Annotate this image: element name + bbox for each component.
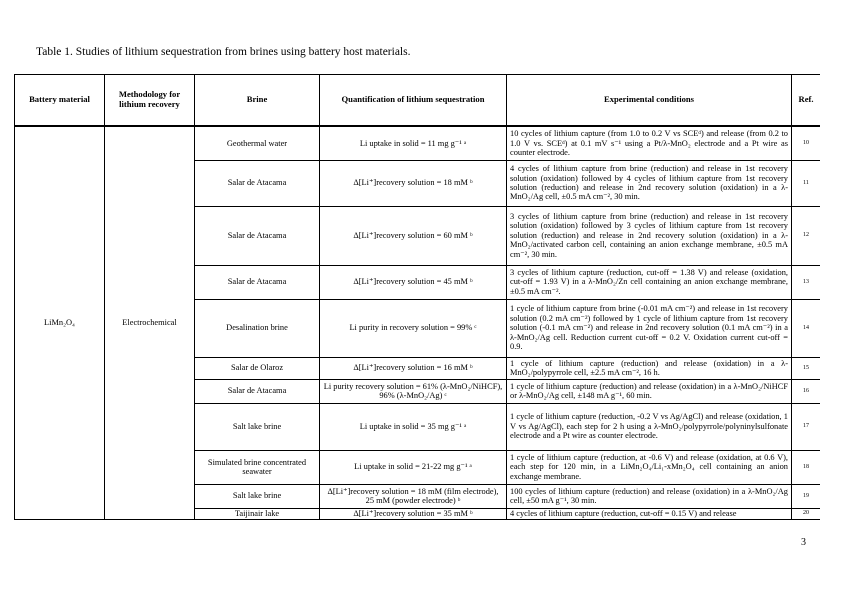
cell-experimental-conditions: 1 cycle of lithium capture (reduction) and release (oxidation) in a λ-MnO₂/polypyrrole cell, ±2.5 mA cm⁻², 16 h. [507,357,792,379]
cell-quantification: Δ[Li⁺]recovery solution = 18 mM (film electrode), 25 mM (powder electrode) ᵇ [320,484,507,508]
lithium-studies-table [14,74,820,520]
cell-ref: 11 [792,160,821,206]
cell-quantification: Li uptake in solid = 35 mg g⁻¹ ᵃ [320,403,507,450]
cell-brine: Salar de Atacama [195,160,320,206]
cell-ref: 14 [792,299,821,357]
cell-experimental-conditions: 3 cycles of lithium capture from brine (reduction) and release in 1st recovery solution (oxidation) followed by 3 cycles of lithium capture from 1st recovery solution (reduction) and release in 2nd recovery solution (oxidation) in a λ-MnO₂/activated carbon cell, containing an anion exchange membrane, ±0.5 mA cm⁻², 30 min. [507,206,792,265]
cell-quantification: Δ[Li⁺]recovery solution = 45 mM ᵇ [320,265,507,299]
cell-quantification: Δ[Li⁺]recovery solution = 35 mM ᵇ [320,508,507,519]
table-container [14,74,820,522]
cell-quantification: Li purity in recovery solution = 99% ᶜ [320,299,507,357]
cell-experimental-conditions: 1 cycle of lithium capture (reduction) and release (oxidation) in a λ-MnO₂/NiHCF or λ-MnO₂/Ag cell, ±148 mA g⁻¹, 60 min. [507,379,792,403]
cell-ref: 16 [792,379,821,403]
cell-quantification: Δ[Li⁺]recovery solution = 18 mM ᵇ [320,160,507,206]
cell-experimental-conditions: 3 cycles of lithium capture (reduction, cut-off = 1.38 V) and release (oxidation, cut-off = 1.93 V) in a λ-MnO₂/Zn cell containing an anion exchange membrane, ±0.5 mA cm⁻². [507,265,792,299]
cell-experimental-conditions: 1 cycle of lithium capture (reduction, -0.2 V vs Ag/AgCl) and release (oxidation, 1 V vs Ag/AgCl), each step for 2 h using a λ-MnO₂/polypyrrole/polyninylsulfonate electrode and a Pt wire as counter electrode. [507,403,792,450]
cell-ref: 19 [792,484,821,508]
page-number: 3 [801,537,806,548]
cell-experimental-conditions: 100 cycles of lithium capture (reduction) and release (oxidation) in a λ-MnO₂/Ag cell, ±50 mA g⁻¹, 30 min. [507,484,792,508]
header-ref: Ref. [792,75,821,127]
header-brine: Brine [195,75,320,127]
cell-ref: 18 [792,450,821,484]
cell-quantification: Li uptake in solid = 21-22 mg g⁻¹ ᵃ [320,450,507,484]
header-quantification: Quantification of lithium sequestration [320,75,507,127]
header-methodology: Methodology for lithium recovery [105,75,195,127]
cell-brine: Salt lake brine [195,403,320,450]
cell-brine: Salt lake brine [195,484,320,508]
cell-experimental-conditions: 4 cycles of lithium capture (reduction, cut-off = 0.15 V) and release [507,508,792,519]
header-experimental-conditions: Experimental conditions [507,75,792,127]
table-caption: Table 1. Studies of lithium sequestration from brines using battery host materials. [36,46,411,58]
cell-quantification: Δ[Li⁺]recovery solution = 16 mM ᵇ [320,357,507,379]
table-body [15,126,821,519]
cell-brine: Salar de Atacama [195,265,320,299]
cell-brine: Salar de Atacama [195,206,320,265]
cell-brine: Taijinair lake [195,508,320,519]
cell-quantification: Δ[Li⁺]recovery solution = 60 mM ᵇ [320,206,507,265]
cell-experimental-conditions: 4 cycles of lithium capture from brine (reduction) and release in 1st recovery solution (oxidation) followed by 4 cycles of lithium capture from 1st recovery solution (reduction) and release in 2nd recovery solution (oxidation) in a λ-MnO₂/Ag cell, ±0.5 mA cm⁻², 30 min. [507,160,792,206]
cell-brine: Desalination brine [195,299,320,357]
cell-quantification: Li purity recovery solution = 61% (λ-MnO₂/NiHCF), 96% (λ-MnO₂/Ag) ᶜ [320,379,507,403]
cell-experimental-conditions: 10 cycles of lithium capture (from 1.0 to 0.2 V vs SCEᵈ) and release (from 0.2 to 1.0 V vs. SCEᵈ) at 0.1 mV s⁻¹ using a Pt/λ-MnO₂ electrode and a Pt wire as counter electrode. [507,126,792,160]
cell-ref: 15 [792,357,821,379]
cell-ref: 13 [792,265,821,299]
cell-ref: 12 [792,206,821,265]
cell-quantification: Li uptake in solid = 11 mg g⁻¹ ᵃ [320,126,507,160]
header-battery-material: Battery material [15,75,105,127]
table-row [15,126,821,160]
cell-methodology: Electrochemical [105,126,195,519]
cell-brine: Salar de Atacama [195,379,320,403]
cell-ref: 20 [792,508,821,519]
cell-ref: 17 [792,403,821,450]
cell-experimental-conditions: 1 cycle of lithium capture from brine (-0.01 mA cm⁻²) and release in 1st recovery solution (0.2 mA cm⁻²) followed by 1 cycle of lithium capture from 1st recovery solution (-0.1 mA cm⁻²) and release in 2nd recovery solution (0.1 mA cm⁻²) in a λ-MnO₂/Ag cell. Reduction current cut-off = 0.2 V. Oxidation current cut-off = 0.9. [507,299,792,357]
cell-experimental-conditions: 1 cycle of lithium capture (reduction, at -0.6 V) and release (oxidation, at 0.6 V), each step for 120 min, in a LiMn₂O₄/Li₁-xMn₂O₄ cell containing an anion exchange membrane. [507,450,792,484]
cell-brine: Geothermal water [195,126,320,160]
cell-ref: 10 [792,126,821,160]
cell-brine: Simulated brine concentrated seawater [195,450,320,484]
cell-battery-material: LiMn₂O₄ [15,126,105,519]
cell-brine: Salar de Olaroz [195,357,320,379]
